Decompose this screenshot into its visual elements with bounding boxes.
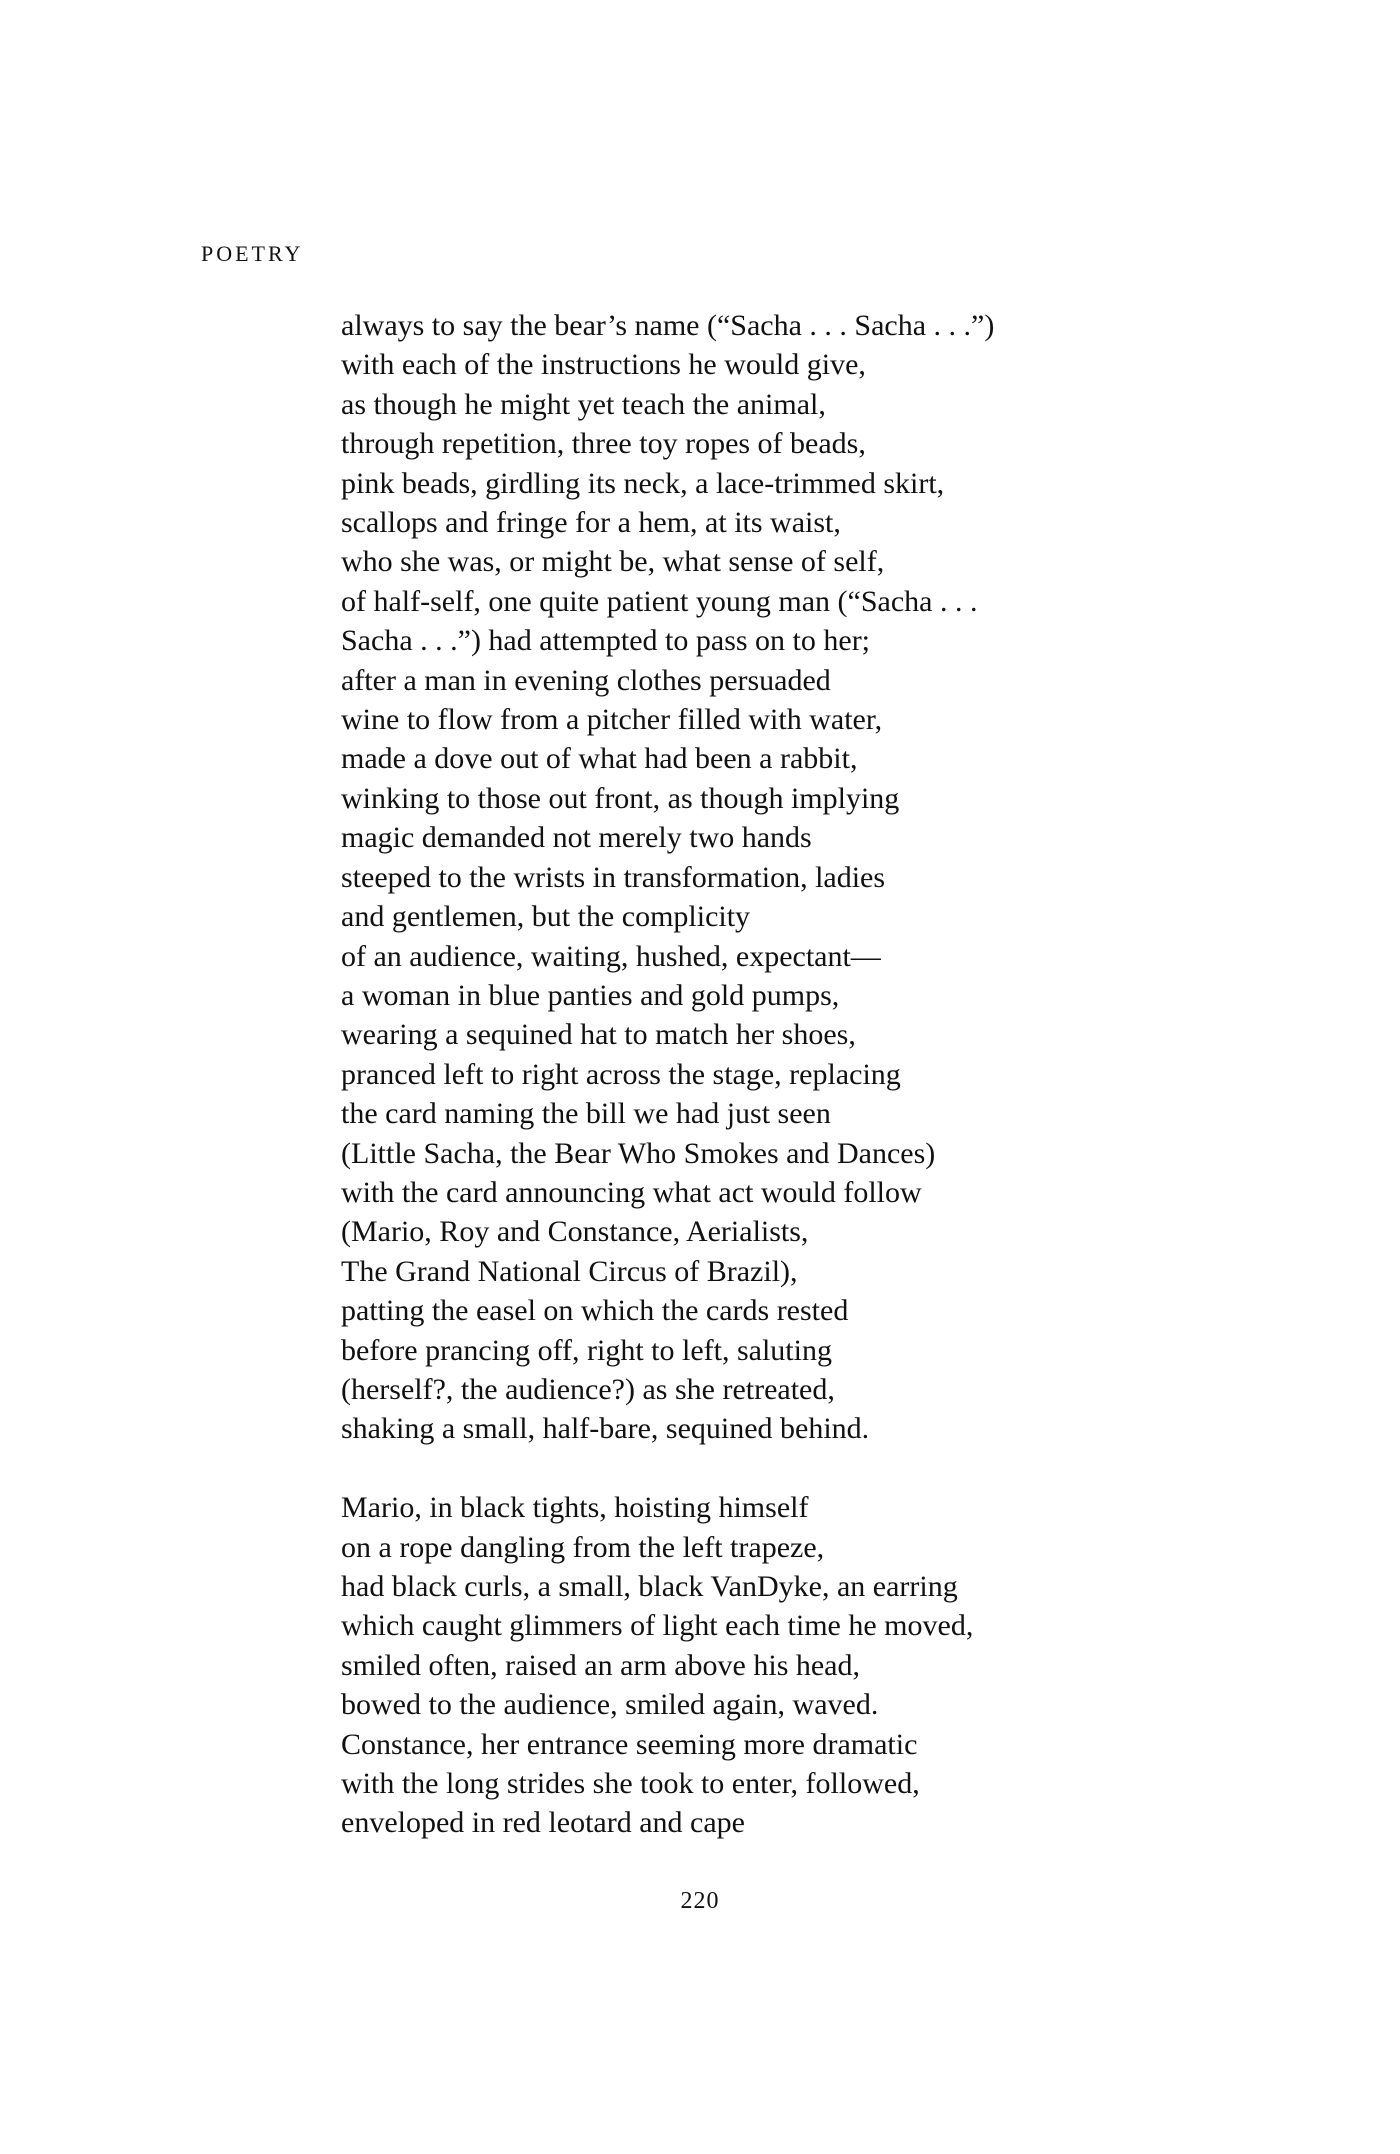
- stanza-2: [341, 1488, 1341, 1843]
- poem-line: enveloped in red leotard and cape: [341, 1806, 745, 1840]
- poem-line: pink beads, girdling its neck, a lace-trimmed skirt,: [341, 466, 945, 500]
- poem-line: wine to flow from a pitcher filled with water,: [341, 703, 883, 737]
- poem-line: Sacha . . .”) had attempted to pass on to her;: [341, 624, 871, 658]
- poem-line: (Little Sacha, the Bear Who Smokes and Dances): [341, 1136, 936, 1170]
- poem-line: smiled often, raised an arm above his head,: [341, 1648, 860, 1682]
- poem-line: patting the easel on which the cards rested: [341, 1294, 849, 1328]
- poem-line: of an audience, waiting, hushed, expectant—: [341, 939, 881, 973]
- poem-line: scallops and fringe for a hem, at its waist,: [341, 506, 841, 540]
- poem-line: winking to those out front, as though implying: [341, 781, 900, 815]
- poem-line: Mario, in black tights, hoisting himself: [341, 1491, 809, 1525]
- poem-line: steeped to the wrists in transformation, ladies: [341, 860, 886, 894]
- poem-line: after a man in evening clothes persuaded: [341, 663, 831, 697]
- poem-line: with the long strides she took to enter, followed,: [341, 1767, 920, 1801]
- running-head: POETRY: [201, 241, 304, 266]
- poem-line: pranced left to right across the stage, replacing: [341, 1057, 901, 1091]
- poem-line: magic demanded not merely two hands: [341, 821, 812, 855]
- poem-line: the card naming the bill we had just seen: [341, 1097, 831, 1131]
- poem-line: (Mario, Roy and Constance, Aerialists,: [341, 1215, 809, 1249]
- poem-line: before prancing off, right to left, saluting: [341, 1333, 832, 1367]
- poem-line: bowed to the audience, smiled again, waved.: [341, 1688, 879, 1722]
- poem-line: with each of the instructions he would give,: [341, 348, 866, 382]
- poem-line: (herself?, the audience?) as she retreated,: [341, 1372, 835, 1406]
- poem-line: of half-self, one quite patient young man (“Sacha . . .: [341, 584, 978, 618]
- poem-line: had black curls, a small, black VanDyke, an earring: [341, 1569, 958, 1603]
- poem-line: with the card announcing what act would follow: [341, 1175, 922, 1209]
- poem-line: Constance, her entrance seeming more dramatic: [341, 1727, 918, 1761]
- stanza-1: [341, 306, 1341, 1449]
- poem-body: [341, 306, 1341, 1843]
- poem-line: through repetition, three toy ropes of beads,: [341, 427, 866, 461]
- poem-line: made a dove out of what had been a rabbit,: [341, 742, 858, 776]
- page-number: 220: [680, 1888, 720, 1914]
- poem-line: a woman in blue panties and gold pumps,: [341, 978, 840, 1012]
- poem-line: and gentlemen, but the complicity: [341, 900, 751, 934]
- poem-line: on a rope dangling from the left trapeze,: [341, 1530, 825, 1564]
- poem-line: wearing a sequined hat to match her shoes,: [341, 1018, 856, 1052]
- poem-line: which caught glimmers of light each time he moved,: [341, 1609, 974, 1643]
- poem-line: The Grand National Circus of Brazil),: [341, 1254, 798, 1288]
- poem-line: as though he might yet teach the animal,: [341, 387, 826, 421]
- poem-line: who she was, or might be, what sense of self,: [341, 545, 885, 579]
- poem-line: shaking a small, half-bare, sequined behind.: [341, 1412, 870, 1446]
- poem-line: always to say the bear’s name (“Sacha . . . Sacha . . .”): [341, 309, 995, 342]
